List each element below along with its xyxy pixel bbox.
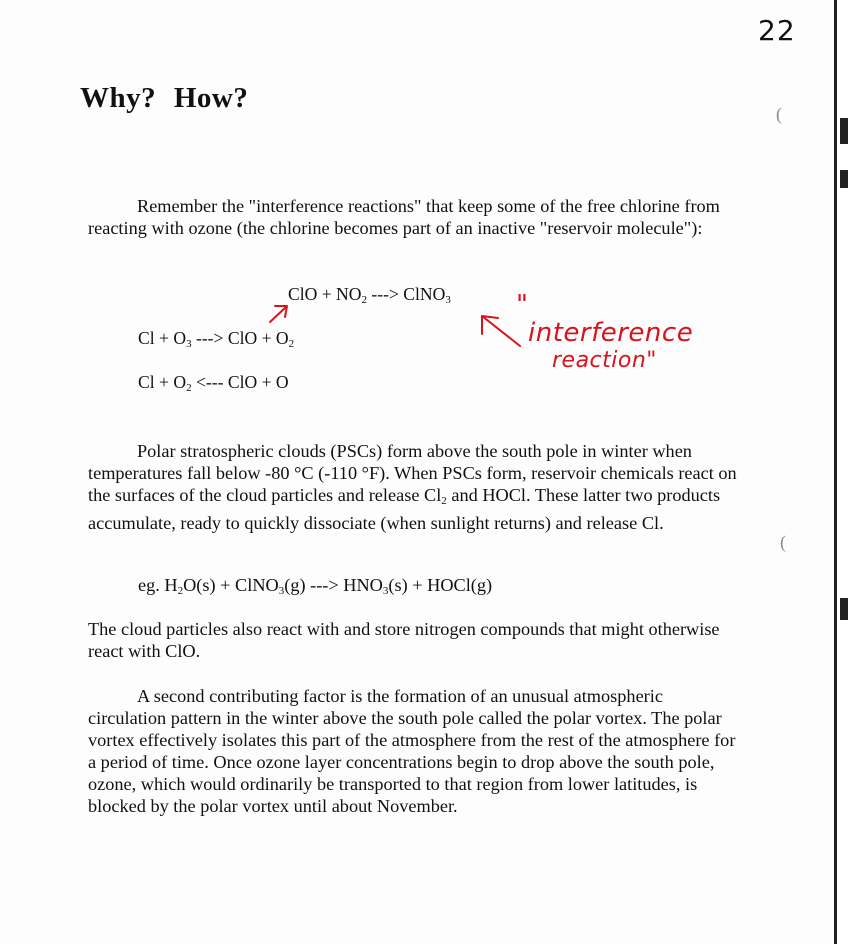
equation-text: eg. H xyxy=(138,575,178,595)
example-equation xyxy=(138,575,492,597)
equation-text: <--- ClO + O xyxy=(191,372,289,392)
page-number: 22 xyxy=(758,14,796,47)
paragraph-text: and HOCl. These latter two products accumulate, ready to quickly dissociate (when sunlight returns) and release Cl. xyxy=(88,485,721,533)
red-arrow-icon xyxy=(266,300,296,324)
paragraph-subscript: 2 xyxy=(441,495,447,507)
equation-text: O(s) + ClNO xyxy=(183,575,279,595)
paragraph-interference-intro: Remember the "interference reactions" that keep some of the free chlorine from reacting with ozone (the chlorine becomes part of an inactive "reservoir molecule"): xyxy=(88,196,720,238)
equation-subscript: 2 xyxy=(186,382,192,394)
equation-cl-o3 xyxy=(138,328,294,350)
equation-text: ---> ClO + O xyxy=(191,328,289,348)
equation-subscript: 3 xyxy=(445,294,451,306)
handwritten-quote-mark: " xyxy=(516,290,528,320)
equation-text: Cl + O xyxy=(138,328,187,348)
scan-speck: ( xyxy=(776,104,782,124)
equation-subscript: 3 xyxy=(382,585,389,597)
equation-clo-no2 xyxy=(288,284,451,306)
handwritten-interference: interference xyxy=(528,318,694,348)
scan-edge-mark xyxy=(840,170,848,188)
equation-text: ClO + NO xyxy=(288,284,362,304)
equation-cl-o2 xyxy=(138,372,289,394)
scan-edge-mark xyxy=(840,598,848,620)
scan-edge-mark xyxy=(840,118,848,144)
equation-text: (g) ---> HNO xyxy=(284,575,383,595)
equation-text: Cl + O xyxy=(138,372,187,392)
equation-subscript: 2 xyxy=(361,294,367,306)
equation-text: (s) + HOCl(g) xyxy=(388,575,493,595)
equation-subscript: 3 xyxy=(278,585,285,597)
paragraph-psc xyxy=(88,440,738,534)
equation-subscript: 2 xyxy=(177,585,184,597)
equation-subscript: 3 xyxy=(186,338,192,350)
paragraph-nitrogen: The cloud particles also react with and store nitrogen compounds that might otherwise react with ClO. xyxy=(88,619,720,661)
scan-speck: ( xyxy=(780,532,786,552)
equation-subscript: 2 xyxy=(288,338,295,350)
page-title: Why? How? xyxy=(80,82,249,114)
equation-text: ---> ClNO xyxy=(366,284,446,304)
paragraph-polar-vortex: A second contributing factor is the formation of an unusual atmospheric circulation pattern in the winter above the south pole called the polar vortex. The polar vortex effectively isolates this part of the atmosphere from the rest of the atmosphere for a period of time. Once ozone layer concentrations begin to drop above the south pole, ozone, which would ordinarily be transported to that region from lower latitudes, is blocked by the polar vortex until about November. xyxy=(88,686,736,816)
paragraph-text: Polar stratospheric clouds (PSCs) form above the south pole in winter when temperatures fall below -80 °C (-110 °F). When PSCs form, reservoir chemicals react on the surfaces of the cloud particles and release Cl xyxy=(88,441,737,505)
handwritten-reaction: reaction" xyxy=(552,348,657,373)
